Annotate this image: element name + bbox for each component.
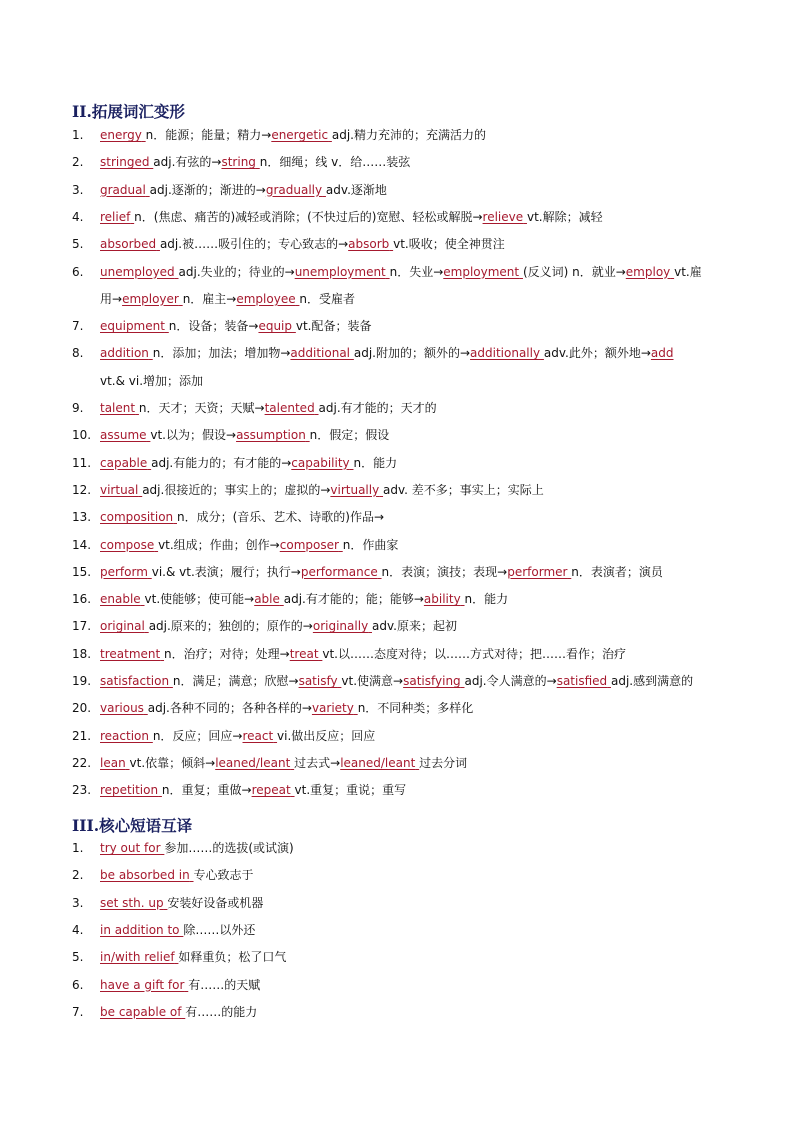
- item-text: vt.& vi.增加；添加: [100, 373, 204, 388]
- item-text: n．失业→: [389, 264, 444, 279]
- item-text: vt.以……态度对待；以……方式对待；把……看作；治疗: [322, 646, 626, 661]
- list-item: [72, 510, 732, 524]
- answer-word: talented: [264, 401, 315, 415]
- answer-word: assume: [100, 428, 147, 443]
- answer-word: employer: [122, 291, 179, 306]
- item-text: n．添加；加法；增加物→: [152, 346, 291, 361]
- item-text: adj.有才能的；天才的: [318, 401, 437, 415]
- answer-word: various: [100, 701, 144, 716]
- item-text: n．天才；天资；天赋→: [138, 401, 265, 415]
- item-number: 21.: [72, 728, 92, 743]
- answer-word: lean: [100, 755, 126, 770]
- item-number: 6.: [72, 977, 84, 992]
- list-item: [72, 346, 732, 360]
- answer-word: repeat: [251, 783, 291, 798]
- answer-word: perform: [100, 564, 148, 579]
- list-item: [72, 756, 732, 770]
- item-text: vt.以为；假设→: [150, 428, 237, 443]
- list-item: [72, 183, 732, 197]
- answer-word: string: [221, 155, 256, 170]
- item-number: 18.: [72, 646, 92, 661]
- item-text: adj.有能力的；有才能的→: [151, 455, 292, 470]
- item-text: n．雇主→: [182, 291, 237, 306]
- answer-word: variety: [311, 701, 354, 716]
- item-text: vt.解除；减轻: [526, 209, 603, 224]
- answer-word: reaction: [100, 728, 149, 743]
- item-text: n．(焦虑、痛苦的)减轻或消除；(不快过后的)宽慰、轻松或解脱→: [134, 209, 483, 224]
- list-item: [72, 483, 732, 497]
- answer-word: satisfaction: [100, 674, 170, 688]
- item-number: 7.: [72, 319, 84, 334]
- answer-word: performer: [507, 564, 568, 579]
- answer-word: equip: [258, 319, 293, 334]
- answer-word: capable: [100, 455, 148, 470]
- item-text: adv.原来；起初: [372, 619, 457, 634]
- answer-word: satisfying: [403, 674, 461, 688]
- list-item: [72, 978, 732, 992]
- item-number: 1.: [72, 841, 84, 855]
- answer-word: gradually: [265, 182, 323, 197]
- item-text: 安装好设备或机器: [167, 895, 264, 910]
- list-item: [72, 592, 732, 606]
- item-text: vt.使能够；使可能→: [144, 592, 255, 607]
- answer-word: be absorbed in: [100, 868, 190, 883]
- item-number: 2.: [72, 155, 84, 170]
- item-number: 9.: [72, 401, 84, 415]
- item-number: 3.: [72, 895, 84, 910]
- item-number: 19.: [72, 674, 92, 688]
- item-text: adj.逐渐的；渐进的→: [149, 182, 266, 197]
- answer-word: ability: [423, 592, 461, 607]
- answer-word: add: [650, 346, 674, 361]
- list-item: [72, 319, 732, 333]
- item-number: 20.: [72, 701, 92, 716]
- list-item: [72, 783, 732, 797]
- list-item: [72, 1005, 732, 1019]
- answer-word: relief: [100, 209, 131, 224]
- answer-word: capability: [291, 455, 350, 470]
- item-text: adv. 差不多；事实上；实际上: [383, 482, 544, 497]
- item-number: 11.: [72, 455, 92, 470]
- item-number: 5.: [72, 237, 84, 252]
- answer-word: treat: [289, 646, 319, 661]
- answer-word: original: [100, 619, 145, 634]
- answer-word: compose: [100, 537, 155, 552]
- section2-heading: II.拓展词汇变形: [72, 102, 185, 121]
- item-text: adj.原来的；独创的；原作的→: [148, 619, 313, 634]
- item-text: n．表演者；演员: [571, 564, 663, 579]
- item-text: n．反应；回应→: [152, 728, 243, 743]
- item-text: vt.雇: [674, 264, 702, 279]
- item-number: 7.: [72, 1004, 84, 1019]
- answer-word: able: [254, 592, 280, 607]
- item-text: n．满足；满意；欣慰→: [172, 674, 299, 688]
- answer-word: employ: [625, 264, 671, 279]
- item-text: n．能力: [464, 592, 509, 607]
- answer-word: employee: [236, 291, 296, 306]
- item-number: 14.: [72, 537, 92, 552]
- item-text: adj.有弦的→: [153, 155, 222, 170]
- answer-word: virtual: [100, 482, 139, 497]
- item-text: n．成分；(音乐、艺术、诗歌的)作品→: [177, 510, 385, 525]
- section3-heading: III.核心短语互译: [72, 816, 193, 835]
- list-item: [72, 674, 732, 688]
- answer-word: have a gift for: [100, 977, 185, 992]
- answer-word: assumption: [236, 428, 306, 443]
- answer-word: energetic: [271, 128, 329, 142]
- item-text: vi.做出反应；回应: [277, 728, 376, 743]
- list-item: [72, 619, 732, 633]
- answer-word: addition: [100, 346, 149, 361]
- item-text: 除……以外还: [183, 922, 256, 937]
- answer-word: satisfy: [298, 674, 338, 688]
- list-item: [72, 210, 732, 224]
- answer-word: leaned/leant: [215, 755, 291, 770]
- answer-word: talent: [100, 401, 136, 415]
- answer-word: relieve: [482, 209, 524, 224]
- answer-word: leaned/leant: [340, 755, 416, 770]
- answer-word: in/with relief: [100, 950, 175, 965]
- item-text: 过去分词: [419, 755, 468, 770]
- item-number: 5.: [72, 950, 84, 965]
- item-text: adj.失业的；待业的→: [178, 264, 295, 279]
- answer-word: composition: [100, 510, 174, 525]
- item-number: 13.: [72, 510, 92, 525]
- item-text: 用→: [100, 291, 123, 306]
- answer-word: try out for: [100, 841, 161, 855]
- item-number: 2.: [72, 868, 84, 883]
- item-number: 4.: [72, 922, 84, 937]
- list-item: [72, 841, 732, 855]
- answer-word: set sth. up: [100, 895, 164, 910]
- answer-word: additionally: [470, 346, 541, 361]
- list-item: [72, 538, 732, 552]
- item-number: 10.: [72, 428, 92, 443]
- list-item: [72, 237, 732, 251]
- answer-word: unemployment: [294, 264, 386, 279]
- answer-word: treatment: [100, 646, 161, 661]
- answer-word: composer: [279, 537, 339, 552]
- answer-word: satisfied: [556, 674, 608, 688]
- item-text: n．作曲家: [342, 537, 399, 552]
- item-text: n．不同种类；多样化: [357, 701, 474, 716]
- item-number: 6.: [72, 264, 84, 279]
- item-text: n．能力: [353, 455, 398, 470]
- list-item: [72, 155, 732, 169]
- item-number: 8.: [72, 346, 84, 361]
- item-text: adj.被……吸引住的；专心致志的→: [159, 237, 349, 252]
- item-text: n．设备；装备→: [168, 319, 259, 334]
- list-item: [72, 950, 732, 964]
- item-text: adv.此外；额外地→: [543, 346, 651, 361]
- answer-word: performance: [300, 564, 378, 579]
- item-text: vt.重复；重说；重写: [294, 783, 407, 798]
- answer-word: unemployed: [100, 264, 175, 279]
- answer-word: be capable of: [100, 1004, 182, 1019]
- answer-word: gradual: [100, 182, 146, 197]
- item-text: adv.逐渐地: [325, 182, 387, 197]
- item-text: vt.组成；作曲；创作→: [158, 537, 280, 552]
- item-text: 参加……的选拔(或试演): [164, 841, 294, 855]
- item-text: vt.使满意→: [341, 674, 404, 688]
- item-number: 23.: [72, 783, 92, 798]
- answer-word: employment: [443, 264, 520, 279]
- answer-word: absorbed: [100, 237, 157, 252]
- item-text: vt.依靠；倾斜→: [129, 755, 216, 770]
- item-text: n．治疗；对待；处理→: [164, 646, 290, 661]
- item-text: vt.配备；装备: [295, 319, 372, 334]
- item-text: 有……的天赋: [188, 977, 261, 992]
- answer-word: energy: [100, 128, 142, 142]
- answer-word: stringed: [100, 155, 150, 170]
- list-item: [72, 128, 732, 142]
- list-item: [72, 456, 732, 470]
- list-item: [72, 701, 732, 715]
- item-number: 22.: [72, 755, 92, 770]
- item-text: adj.很接近的；事实上的；虚拟的→: [142, 482, 331, 497]
- answer-word: react: [242, 728, 274, 743]
- list-item: [72, 896, 732, 910]
- item-text: adj.各种不同的；各种各样的→: [147, 701, 312, 716]
- list-item: [72, 565, 732, 579]
- list-item: [72, 868, 732, 882]
- item-number: 15.: [72, 564, 92, 579]
- list-item-continuation: [100, 374, 203, 388]
- item-number: 12.: [72, 482, 92, 497]
- item-text: 过去式→: [294, 755, 341, 770]
- item-text: adj.有才能的；能；能够→: [283, 592, 424, 607]
- item-text: adj.感到满意的: [610, 674, 694, 688]
- list-item: [72, 923, 732, 937]
- item-number: 17.: [72, 619, 92, 634]
- item-text: 有……的能力: [185, 1004, 258, 1019]
- list-item: [72, 265, 732, 279]
- item-text: 专心致志于: [193, 868, 254, 883]
- item-number: 4.: [72, 209, 84, 224]
- answer-word: virtually: [330, 482, 380, 497]
- item-text: adj.精力充沛的；充满活力的: [331, 128, 486, 142]
- item-text: n．细绳；线 v．给……装弦: [259, 155, 411, 170]
- answer-word: absorb: [348, 237, 390, 252]
- answer-word: in addition to: [100, 922, 180, 937]
- item-text: (反义词) n．就业→: [522, 264, 626, 279]
- answer-word: enable: [100, 592, 141, 607]
- item-text: n．假定；假设: [309, 428, 390, 443]
- item-number: 1.: [72, 128, 84, 142]
- answer-word: additional: [290, 346, 351, 361]
- list-item: [72, 401, 732, 415]
- item-text: vi.& vt.表演；履行；执行→: [151, 564, 301, 579]
- list-item: [72, 647, 732, 661]
- item-text: adj.附加的；额外的→: [353, 346, 471, 361]
- item-text: n．表演；演技；表现→: [381, 564, 508, 579]
- item-text: n．重复；重做→: [161, 783, 252, 798]
- answer-word: equipment: [100, 319, 165, 334]
- answer-word: repetition: [100, 783, 159, 798]
- list-item: [72, 729, 732, 743]
- item-number: 3.: [72, 182, 84, 197]
- item-number: 16.: [72, 592, 92, 607]
- item-text: n．受雇者: [299, 291, 356, 306]
- list-item-continuation: [100, 292, 355, 306]
- item-text: n．能源；能量；精力→: [145, 128, 272, 142]
- list-item: [72, 428, 732, 442]
- answer-word: originally: [312, 619, 369, 634]
- item-text: vt.吸收；使全神贯注: [393, 237, 505, 252]
- item-text: adj.令人满意的→: [464, 674, 557, 688]
- item-text: 如释重负；松了口气: [178, 950, 287, 965]
